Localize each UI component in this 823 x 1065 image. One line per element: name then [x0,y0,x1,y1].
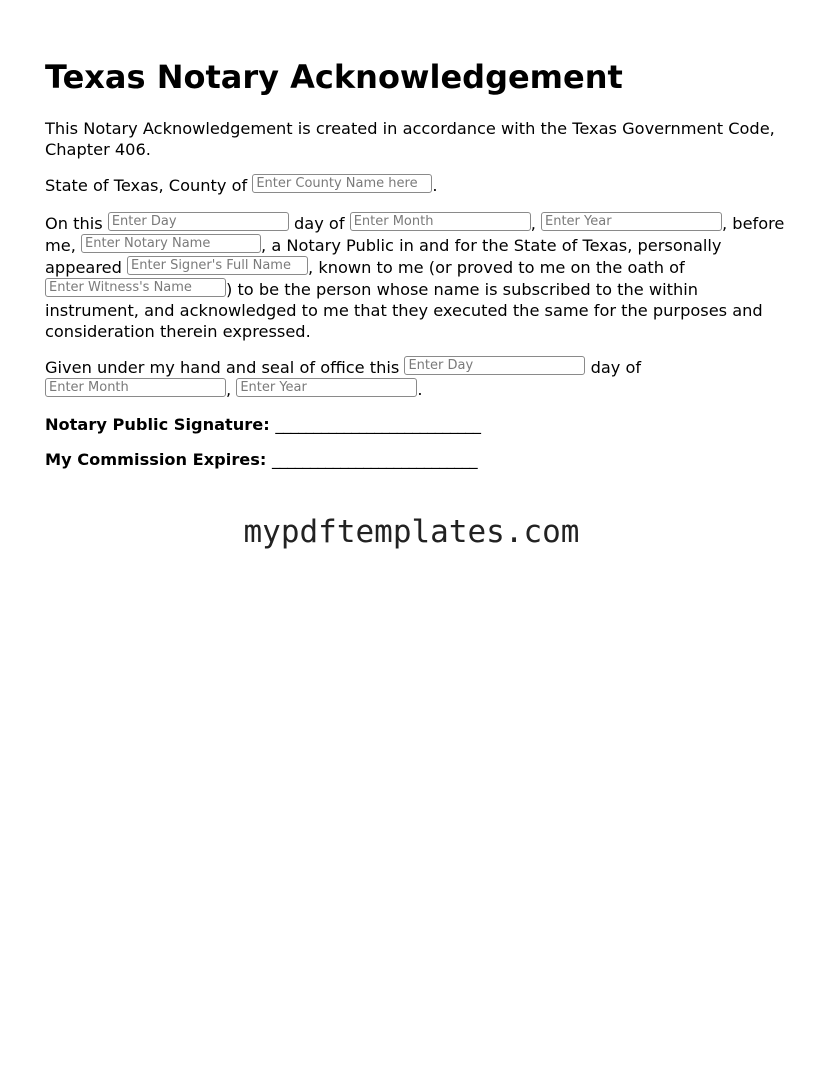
commission-line [45,449,785,470]
document-page [45,56,785,470]
given-text: Given under my hand and seal of office this [45,358,400,377]
ack-text-day-of: day of [294,214,345,233]
signature-line [45,414,785,435]
ack-year-input[interactable]: Enter Year [541,212,722,231]
county-name-input[interactable]: Enter County Name here [252,174,432,193]
given-year-input[interactable]: Enter Year [236,378,417,397]
commission-label: My Commission Expires: [45,450,267,469]
ack-text-notary-public: , a Notary Public in and for the State of Texas, personally appeared [45,236,722,277]
acknowledgement-paragraph [45,212,785,342]
watermark: mypdftemplates.com [243,514,580,550]
given-paragraph [45,356,785,400]
signature-blank: ___________________________ [275,415,481,434]
ack-text-comma: , [530,214,536,233]
witness-name-input[interactable]: Enter Witness's Name [45,278,226,297]
county-suffix: . [432,176,438,195]
commission-blank: ___________________________ [272,450,478,469]
given-text-comma: , [226,380,232,399]
notary-name-input[interactable]: Enter Notary Name [81,234,261,253]
page-title: Texas Notary Acknowledgement [45,58,623,96]
county-prefix: State of Texas, County of [45,176,248,195]
given-day-input[interactable]: Enter Day [404,356,585,375]
county-line [45,174,785,196]
ack-text-known-to-me: , known to me (or proved to me on the oath of [308,258,685,277]
ack-month-input[interactable]: Enter Month [350,212,531,231]
ack-text-before-me: , before me, [45,214,785,255]
given-text-period: . [417,380,423,399]
given-month-input[interactable]: Enter Month [45,378,226,397]
ack-text-on-this: On this [45,214,103,233]
signer-name-input[interactable]: Enter Signer's Full Name [127,256,308,275]
ack-day-input[interactable]: Enter Day [108,212,289,231]
given-text-day-of: day of [590,358,642,377]
intro-paragraph: This Notary Acknowledgement is created in accordance with the Texas Government Code, Chapter 406. [45,119,775,159]
signature-label: Notary Public Signature: [45,415,270,434]
ack-text-subscribed: ) to be the person whose name is subscribed to the within instrument, and acknowledged to me that they executed the same for the purposes and consideration therein expressed. [45,280,763,341]
